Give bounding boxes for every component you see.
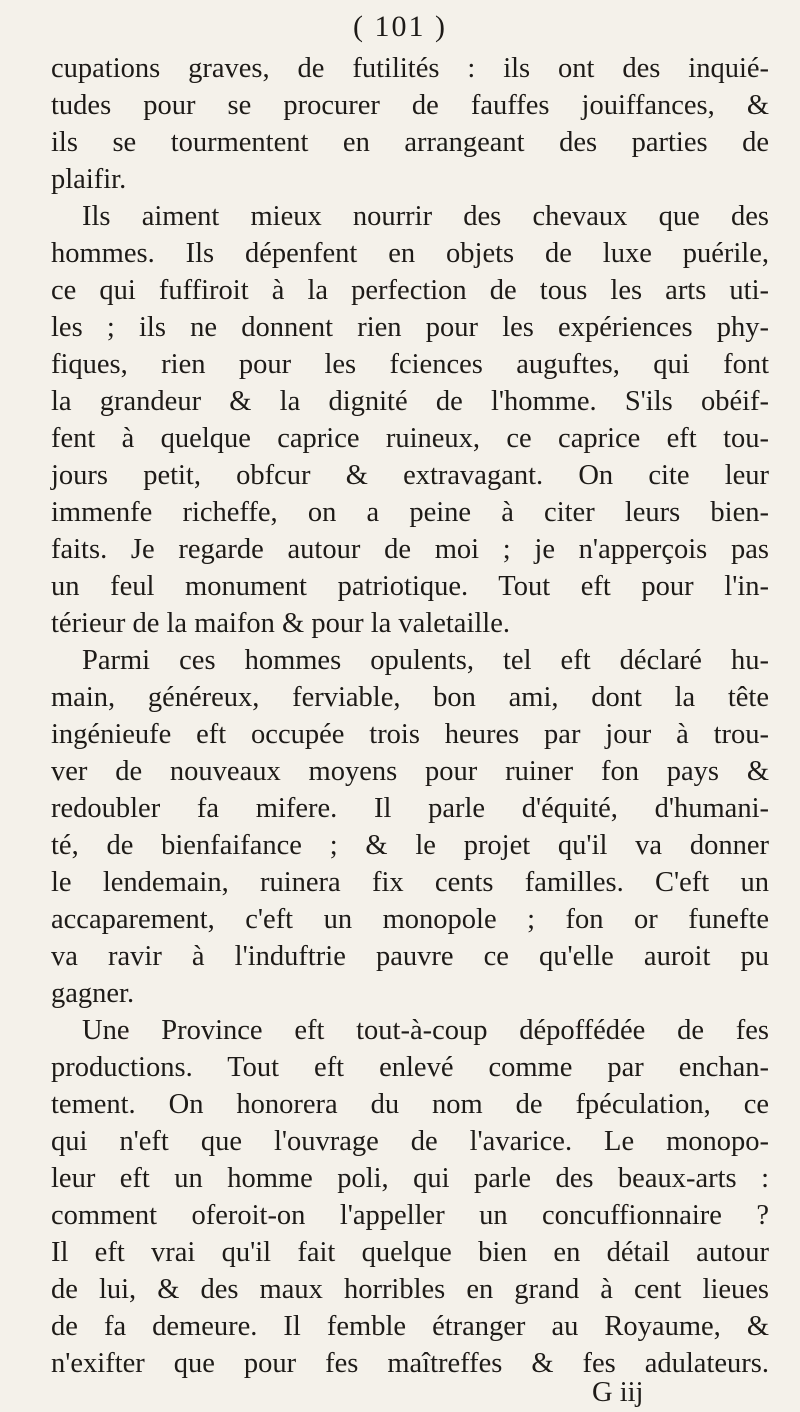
text-line: tudes pour se procurer de fauffes jouiffances, & [51, 90, 769, 121]
text-line: le lendemain, ruinera fix cents familles. C'eft un [51, 867, 769, 898]
signature-mark: G iij [592, 1377, 644, 1408]
text-line: leur eft un homme poli, qui parle des beaux-arts : [51, 1163, 769, 1194]
text-line: ils se tourmentent en arrangeant des parties de [51, 127, 769, 158]
text-line: main, généreux, ferviable, bon ami, dont la tête [51, 682, 769, 713]
text-line: Il eft vrai qu'il fait quelque bien en détail autour [51, 1237, 769, 1268]
text-line: ingénieufe eft occupée trois heures par jour à trou- [51, 719, 769, 750]
text-line: qui n'eft que l'ouvrage de l'avarice. Le monopo- [51, 1126, 769, 1157]
text-line: gagner. [51, 978, 135, 1009]
text-line: tement. On honorera du nom de fpéculation, ce [51, 1089, 769, 1120]
page-number-header: ( 101 ) [353, 10, 447, 43]
text-line: immenfe richeffe, on a peine à citer leurs bien- [51, 497, 769, 528]
text-line: faits. Je regarde autour de moi ; je n'apperçois pas [51, 534, 769, 565]
text-line: va ravir à l'induftrie pauvre ce qu'elle auroit pu [51, 941, 769, 972]
text-line: un feul monument patriotique. Tout eft pour l'in- [51, 571, 769, 602]
text-line: les ; ils ne donnent rien pour les expériences phy- [51, 312, 769, 343]
text-line: redoubler fa mifere. Il parle d'équité, d'humani- [51, 793, 769, 824]
text-line: accaparement, c'eft un monopole ; fon or funefte [51, 904, 769, 935]
text-line: ver de nouveaux moyens pour ruiner fon pays & [51, 756, 769, 787]
text-line: jours petit, obfcur & extravagant. On cite leur [51, 460, 769, 491]
text-line: fent à quelque caprice ruineux, ce caprice eft tou- [51, 423, 769, 454]
text-line: cupations graves, de futilités : ils ont des inquié- [51, 53, 769, 84]
text-line: térieur de la maifon & pour la valetaille. [51, 608, 510, 639]
text-line: Ils aiment mieux nourrir des chevaux que des [82, 201, 769, 232]
text-line: la grandeur & la dignité de l'homme. S'ils obéif- [51, 386, 769, 417]
text-line: ce qui fuffiroit à la perfection de tous les arts uti- [51, 275, 769, 306]
text-line: comment oferoit-on l'appeller un concuffionnaire ? [51, 1200, 769, 1231]
page-body-text [51, 50, 769, 1382]
text-line: Une Province eft tout-à-coup dépoffédée de fes [82, 1015, 769, 1046]
text-line: n'exifter que pour fes maîtreffes & fes adulateurs. [51, 1348, 769, 1379]
text-line: té, de bienfaifance ; & le projet qu'il va donner [51, 830, 769, 861]
text-line: de fa demeure. Il femble étranger au Royaume, & [51, 1311, 769, 1342]
text-line: fiques, rien pour les fciences auguftes, qui font [51, 349, 769, 380]
text-line: hommes. Ils dépenfent en objets de luxe puérile, [51, 238, 769, 269]
text-line: Parmi ces hommes opulents, tel eft déclaré hu- [82, 645, 769, 676]
text-line: productions. Tout eft enlevé comme par enchan- [51, 1052, 769, 1083]
text-line: de lui, & des maux horribles en grand à cent lieues [51, 1274, 769, 1305]
text-line: plaifir. [51, 164, 127, 195]
